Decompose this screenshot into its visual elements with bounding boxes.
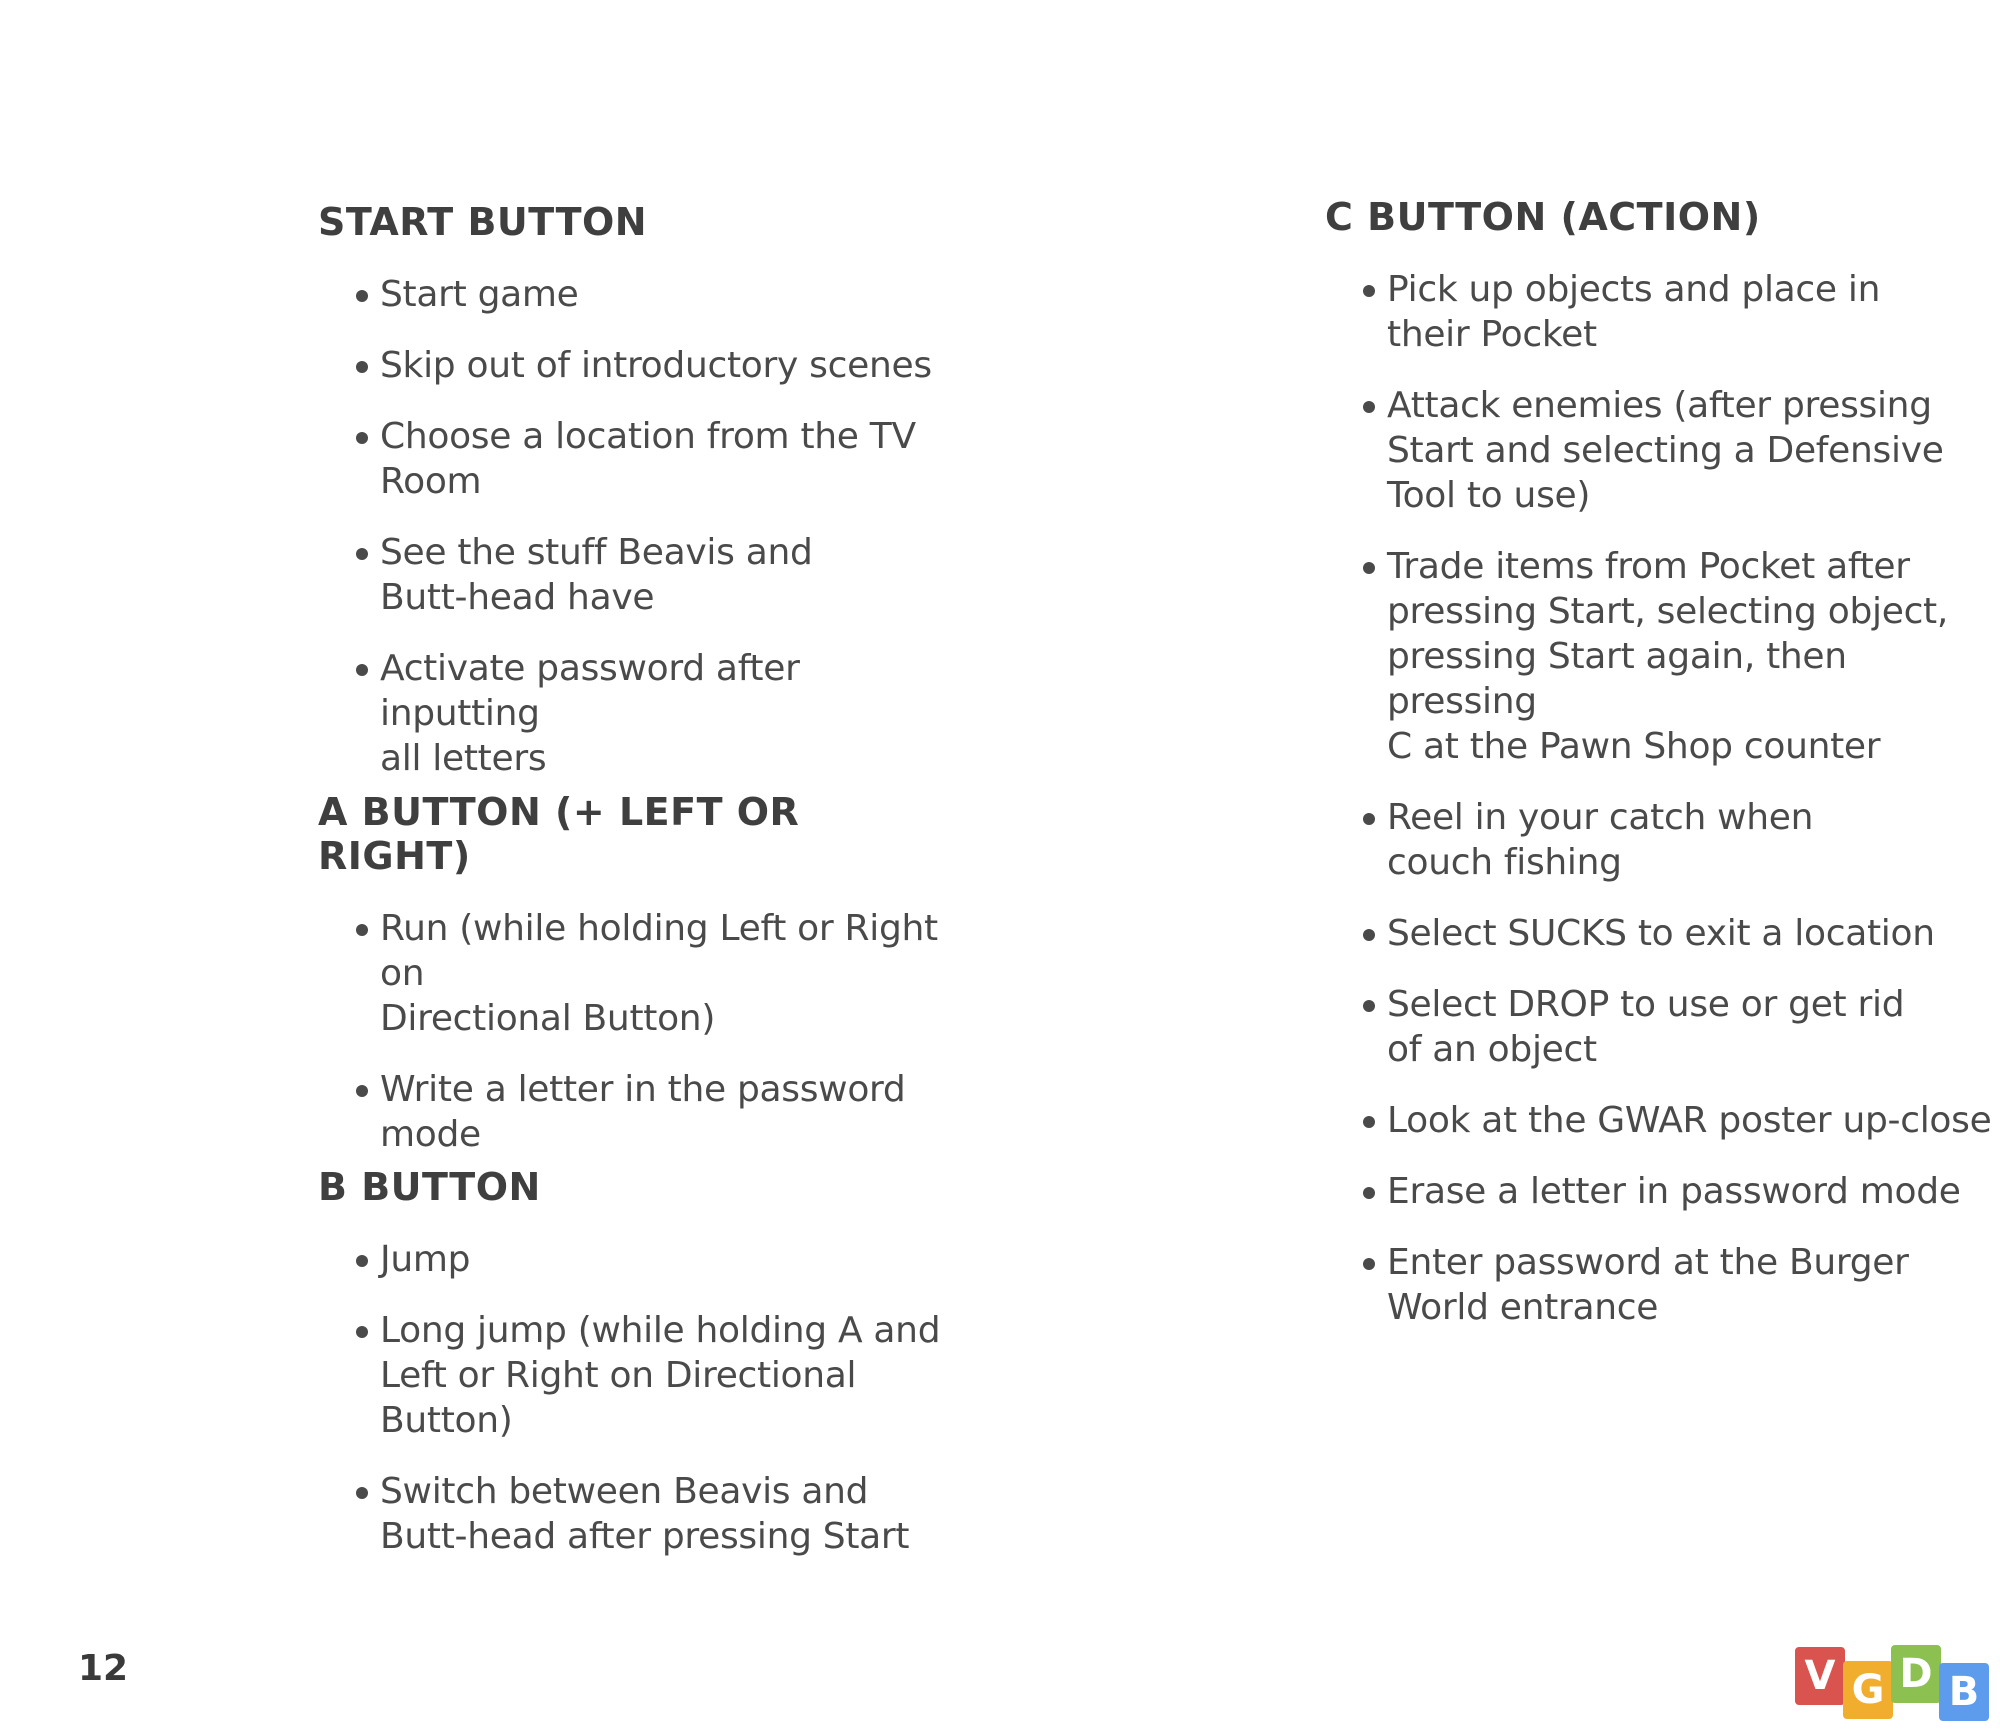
a-button-list [318,906,958,1157]
bullet-icon [1363,401,1375,413]
list-item-text: Long jump (while holding A and Left or Right on Directional Button) [380,1310,941,1441]
list-item [318,272,958,317]
list-item-text: Switch between Beavis and Butt-head after pressing Start [380,1471,910,1557]
bullet-icon [1363,562,1375,574]
list-item [318,1067,958,1157]
list-item-text: Pick up objects and place in their Pocket [1387,269,1881,355]
bullet-icon [356,664,368,676]
list-item [318,1308,958,1443]
logo-letter-d: D [1891,1645,1941,1703]
logo-letter-v: V [1795,1647,1845,1705]
list-item [1325,544,1995,769]
bullet-icon [356,361,368,373]
bullet-icon [356,1085,368,1097]
list-item-text: Look at the GWAR poster up-close [1387,1100,1992,1141]
bullet-icon [356,1255,368,1267]
list-item [1325,795,1995,885]
section-heading: A BUTTON (+ LEFT OR RIGHT) [318,790,800,878]
bullet-icon [1363,929,1375,941]
bullet-icon [1363,1187,1375,1199]
list-item [1325,911,1995,956]
bullet-icon [1363,813,1375,825]
list-item [318,530,958,620]
list-item-text: Trade items from Pocket after pressing Start, selecting object, pressing Start again, then pressing C at the Pawn Shop counter [1387,546,1949,767]
section-start-button [318,200,958,807]
section-b-button [318,1165,958,1585]
list-item-text: Attack enemies (after pressing Start and selecting a Defensive Tool to use) [1387,385,1944,516]
list-item-text: Activate password after inputting all letters [380,648,800,779]
list-item-text: Reel in your catch when couch fishing [1387,797,1814,883]
list-item [1325,383,1995,518]
bullet-icon [356,548,368,560]
list-item [318,1237,958,1282]
section-c-button [1325,195,1995,1356]
vgdb-logo [1795,1645,1995,1725]
list-item [318,1469,958,1559]
list-item [318,906,958,1041]
bullet-icon [1363,285,1375,297]
list-item-text: Erase a letter in password mode [1387,1171,1961,1212]
section-heading: C BUTTON (ACTION) [1325,195,1761,239]
list-item [1325,982,1995,1072]
list-item-text: Select DROP to use or get rid of an object [1387,984,1905,1070]
list-item [1325,1240,1995,1330]
list-item-text: Select SUCKS to exit a location [1387,913,1935,954]
list-item [318,646,958,781]
list-item-text: Skip out of introductory scenes [380,345,932,386]
list-item-text: Start game [380,274,579,315]
list-item-text: Enter password at the Burger World entrance [1387,1242,1909,1328]
list-item-text: Run (while holding Left or Right on Directional Button) [380,908,938,1039]
bullet-icon [356,1487,368,1499]
list-item-text: Write a letter in the password mode [380,1069,906,1155]
bullet-icon [1363,1116,1375,1128]
list-item-text: See the stuff Beavis and Butt-head have [380,532,813,618]
b-button-list [318,1237,958,1559]
bullet-icon [356,432,368,444]
c-button-list [1325,267,1995,1330]
bullet-icon [1363,1258,1375,1270]
section-heading: B BUTTON [318,1165,541,1209]
list-item [318,414,958,504]
start-button-list [318,272,958,781]
section-heading: START BUTTON [318,200,648,244]
list-item [1325,1169,1995,1214]
bullet-icon [356,290,368,302]
list-item [318,343,958,388]
bullet-icon [1363,1000,1375,1012]
bullet-icon [356,924,368,936]
page-number: 12 [78,1648,129,1689]
bullet-icon [356,1326,368,1338]
section-a-button [318,790,958,1183]
list-item [1325,267,1995,357]
list-item-text: Jump [380,1239,471,1280]
logo-letter-b: B [1939,1663,1989,1721]
list-item [1325,1098,1995,1143]
list-item-text: Choose a location from the TV Room [380,416,916,502]
logo-letter-g: G [1843,1661,1893,1719]
